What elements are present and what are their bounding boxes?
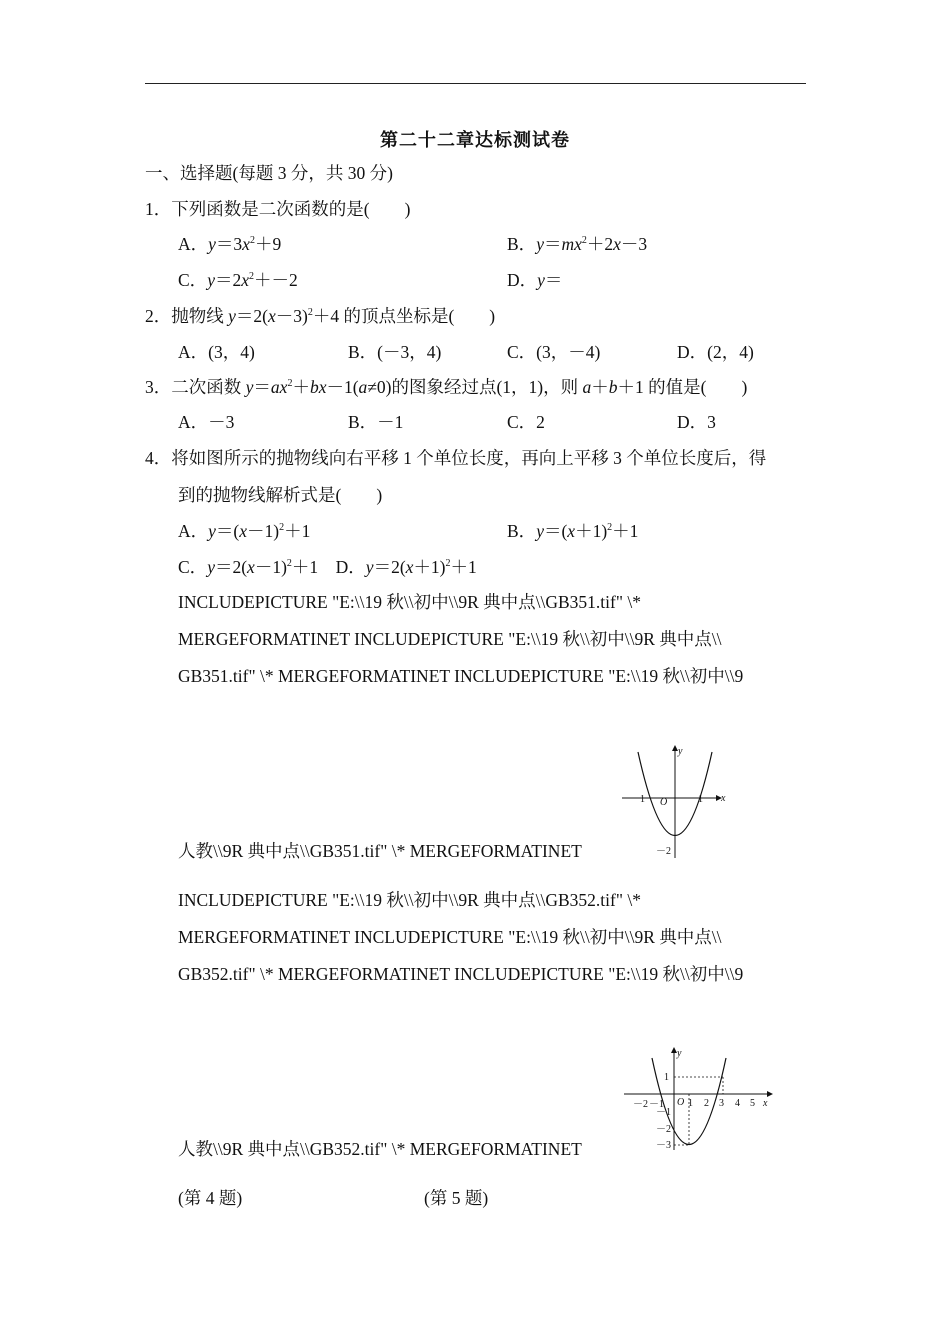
q2-stem: 2．抛物线 $y=2(x-3)^2+4$ 的顶点坐标是( ) — [145, 306, 496, 326]
q4-stem-line2: 到的抛物线解析式是( ) — [178, 485, 383, 505]
x-tick-3: 3 — [719, 1098, 724, 1109]
y-tick-1: 1 — [664, 1072, 669, 1083]
section-heading: 一、选择题(每题 3 分，共 30 分) — [145, 163, 393, 183]
q2-option-c: C．(3，－4) — [507, 342, 601, 362]
field-code-1-line3: GB351.tif" \* MERGEFORMATINET INCLUDEPICTURE "E:\\19 秋\\初中\\9 — [178, 666, 744, 686]
q3-option-d: D．3 — [677, 412, 716, 432]
origin-label: O — [660, 797, 668, 808]
tick-label-1: 1 — [698, 794, 703, 805]
tick-label-neg2: －2 — [656, 846, 671, 857]
y-tick-neg2: －2 — [656, 1124, 671, 1135]
q1-option-b: B．$y=mx^2+2x-3$ — [507, 234, 648, 254]
q3-stem: 3．二次函数 $y=ax^2+bx-1(a\ne 0)$的图象经过点(1，1)，则 a＋b＋1 的值是( ) — [145, 377, 748, 397]
q1-option-c: C．$y=2x^2+-2$ — [178, 270, 298, 290]
x-tick-5: 5 — [750, 1098, 755, 1109]
q4-stem-line1: 4．将如图所示的抛物线向右平移 1 个单位长度，再向上平移 3 个单位长度后，得 — [145, 448, 767, 468]
field-code-2-line4: 人教\\9R 典中点\\GB352.tif" \* MERGEFORMATINET — [178, 1139, 582, 1159]
origin-label: O — [677, 1097, 685, 1108]
y-axis-label: y — [677, 1048, 682, 1059]
x-axis-label: x — [763, 1098, 768, 1109]
figure-q4-graph — [620, 742, 735, 860]
field-code-1-line2: MERGEFORMATINET INCLUDEPICTURE "E:\\19 秋\\初中\\9R 典中点\\ — [178, 629, 722, 649]
figure-q5-graph — [620, 1042, 778, 1154]
q4-option-b: B．$y=(x+1)^2+1$ — [507, 521, 639, 541]
q2-option-b: B．(－3，4) — [348, 342, 442, 362]
q1-option-d: D．y＝ — [507, 270, 563, 290]
field-code-2-line2: MERGEFORMATINET INCLUDEPICTURE "E:\\19 秋\\初中\\9R 典中点\\ — [178, 927, 722, 947]
q4-option-a: A．$y=(x-1)^2+1$ — [178, 521, 311, 541]
q1-stem: 1．下列函数是二次函数的是( ) — [145, 199, 411, 219]
x-tick-neg1: －1 — [649, 1099, 664, 1110]
caption-fig5: (第 5 题) — [424, 1188, 489, 1208]
q3-option-c: C．2 — [507, 412, 545, 432]
q2-option-d: D．(2，4) — [677, 342, 754, 362]
header-rule — [145, 83, 806, 84]
y-axis-label: y — [678, 746, 683, 757]
q2-option-a: A．(3，4) — [178, 342, 255, 362]
y-tick-neg1: －1 — [656, 1107, 671, 1118]
field-code-1-line1: INCLUDEPICTURE "E:\\19 秋\\初中\\9R 典中点\\GB351.tif" \* — [178, 592, 641, 612]
x-tick-2: 2 — [704, 1098, 709, 1109]
q3-option-a: A．－3 — [178, 412, 235, 432]
tick-label-neg1: －1 — [630, 794, 645, 805]
x-tick-4: 4 — [735, 1098, 740, 1109]
field-code-1-line4: 人教\\9R 典中点\\GB351.tif" \* MERGEFORMATINET — [178, 841, 582, 861]
y-tick-neg3: －3 — [656, 1140, 671, 1151]
field-code-2-line1: INCLUDEPICTURE "E:\\19 秋\\初中\\9R 典中点\\GB352.tif" \* — [178, 890, 641, 910]
x-axis-label: x — [721, 793, 726, 804]
q3-option-b: B．－1 — [348, 412, 404, 432]
caption-fig4: (第 4 题) — [178, 1188, 243, 1208]
x-tick-neg2: －2 — [633, 1099, 648, 1110]
q4-options-cd: C．$y=2(x-1)^2+1$ D．$y=2(x+1)^2+1$ — [178, 557, 477, 577]
field-code-2-line3: GB352.tif" \* MERGEFORMATINET INCLUDEPICTURE "E:\\19 秋\\初中\\9 — [178, 964, 744, 984]
q1-option-a: A．$y=3x^2+9$ — [178, 234, 282, 254]
page-title: 第二十二章达标测试卷 — [380, 130, 570, 150]
x-tick-1: 1 — [688, 1098, 693, 1109]
